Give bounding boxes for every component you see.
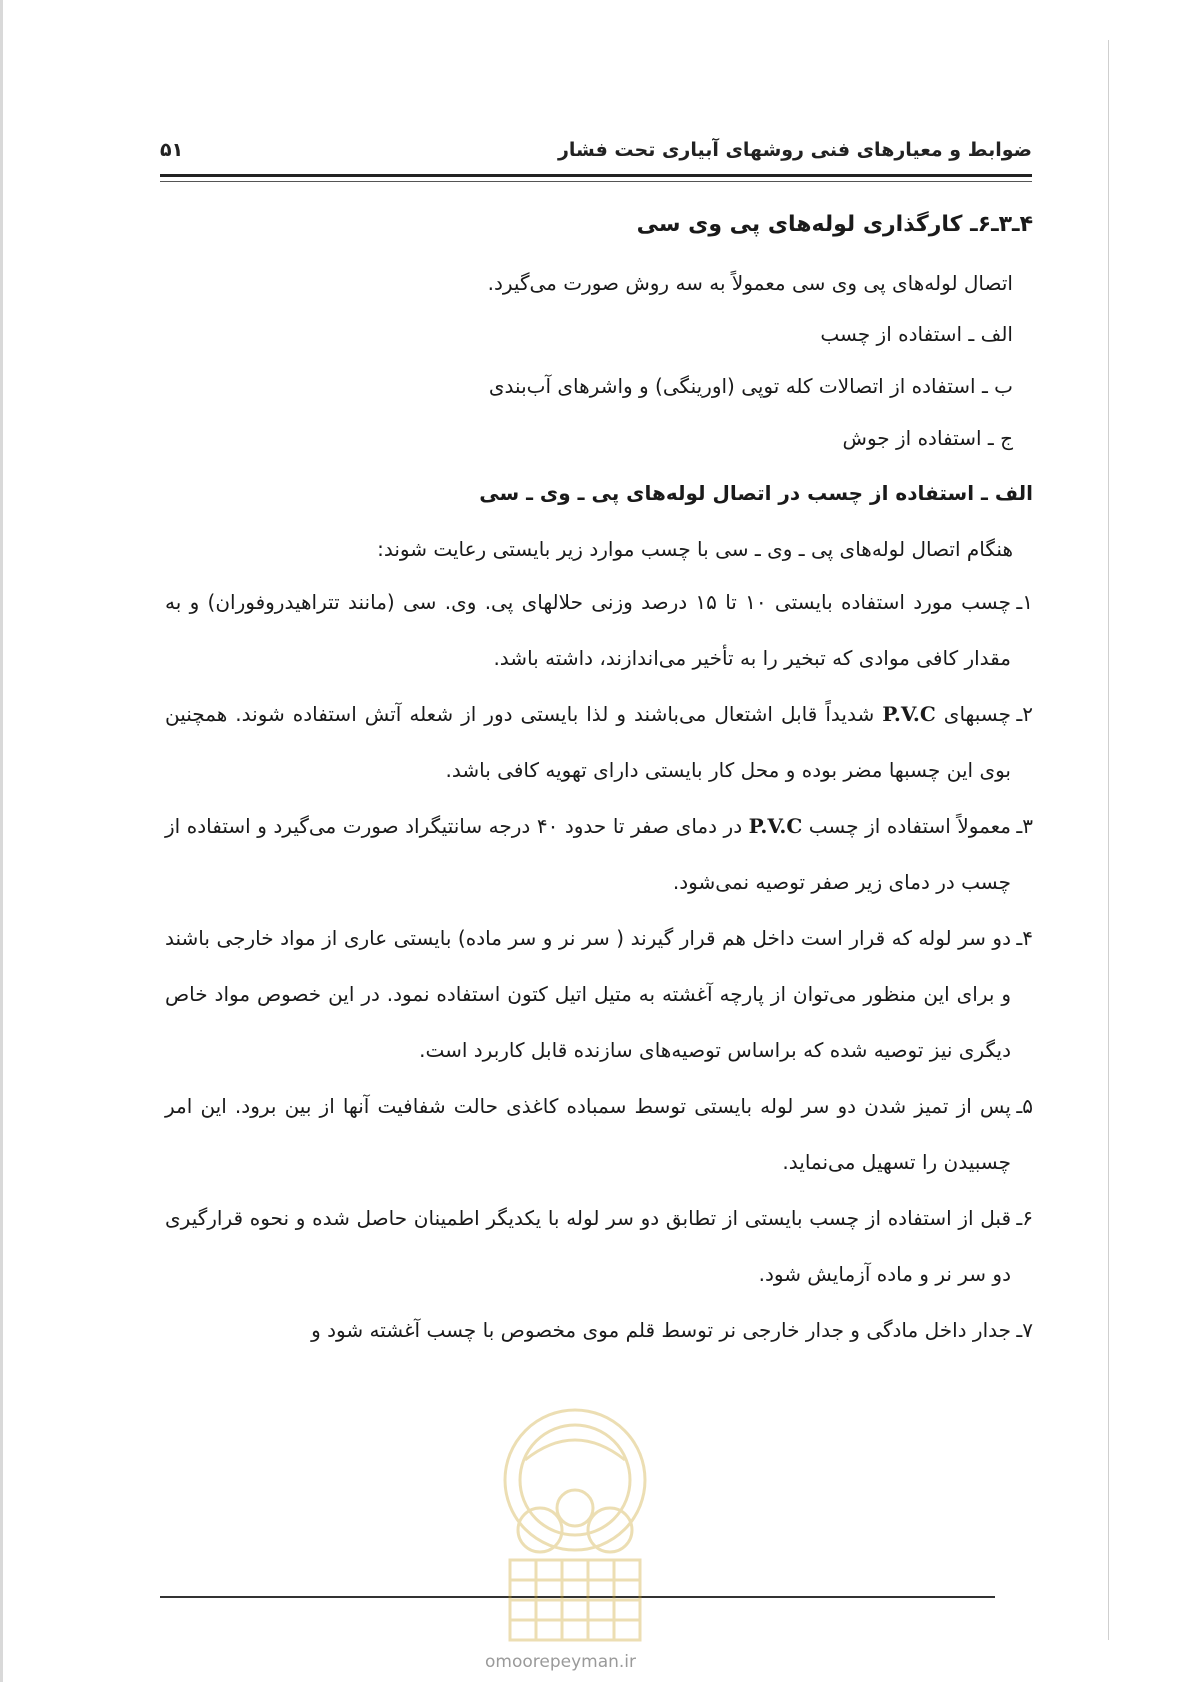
list-text: دو سر لوله که قرار است داخل هم قرار گیرند ( سر نر و سر ماده) بایستی عاری از مواد خارجی باشند و برای این منظور می‌توان از پارچه آغشته به متیل اتیل کتون استفاده نمود. در این خصوص مواد خاص دیگری نیز توصیه شده که براساس توصیه‌های سازنده قابل کاربرد است. <box>165 926 1011 1062</box>
watermark-seal-icon <box>470 1390 680 1650</box>
list-text: چسب مورد استفاده بایستی ۱۰ تا ۱۵ درصد وزنی حلالهای پی. وی. سی (مانند تتراهیدروفوران) و به مقدار کافی موادی که تبخیر را به تأخیر می‌اندازند، داشته باشد. <box>165 590 1011 670</box>
latin-term: P.V.C <box>882 702 936 726</box>
scan-edge <box>0 0 3 1682</box>
list-number: ۱ـ <box>1016 590 1033 614</box>
list-item <box>165 1302 1033 1358</box>
lead-paragraph: هنگام اتصال لوله‌های پی ـ وی ـ سی با چسب موارد زیر بایستی رعایت شوند: <box>377 537 1013 561</box>
list-item <box>165 910 1033 1078</box>
method-option: ج ـ استفاده از جوش <box>842 426 1013 450</box>
list-text: معمولاً استفاده از چسب <box>802 814 1011 838</box>
method-option: الف ـ استفاده از چسب <box>820 322 1013 346</box>
subheading: الف ـ استفاده از چسب در اتصال لوله‌های پی ـ وی ـ سی <box>479 481 1033 505</box>
running-title: ضوابط و معیارهای فنی روشهای آبیاری تحت فشار <box>557 139 1032 161</box>
list-item <box>165 798 1033 910</box>
intro-paragraph: اتصال لوله‌های پی وی سی معمولاً به سه روش صورت می‌گیرد. <box>487 271 1013 295</box>
page-body <box>165 208 1033 1358</box>
list-text: قبل از استفاده از چسب بایستی از تطابق دو سر لوله با یکدیگر اطمینان حاصل شده و نحوه قرارگیری دو سر نر و ماده آزمایش شود. <box>165 1206 1011 1286</box>
list-item <box>165 686 1033 798</box>
list-number: ۷ـ <box>1016 1318 1033 1342</box>
page-header <box>160 132 1032 168</box>
section-title: ۴ـ۳ـ۶ـ کارگذاری لوله‌های پی وی سی <box>636 212 1033 237</box>
list-number: ۲ـ <box>1016 702 1033 726</box>
watermark-url: omoorepeyman.ir <box>485 1652 637 1672</box>
list-text: چسبهای <box>935 702 1011 726</box>
list-text: جدار داخل مادگی و جدار خارجی نر توسط قلم موی مخصوص با چسب آغشته شود و <box>311 1318 1011 1342</box>
list-number: ۴ـ <box>1016 926 1033 950</box>
list-item <box>165 1190 1033 1302</box>
list-number: ۶ـ <box>1016 1206 1033 1230</box>
header-rule-thin <box>160 181 1032 182</box>
list-item <box>165 1078 1033 1190</box>
list-number: ۵ـ <box>1016 1094 1033 1118</box>
list-item <box>165 574 1033 686</box>
list-text: پس از تمیز شدن دو سر لوله بایستی توسط سمباده کاغذی حالت شفافیت آنها از بین برود. این امر چسبیدن را تسهیل می‌نماید. <box>165 1094 1011 1174</box>
latin-term: P.V.C <box>748 814 803 838</box>
page-number: ۵۱ <box>160 139 184 161</box>
scan-edge-line <box>1108 40 1109 1640</box>
list-text: در دمای صفر تا حدود ۴۰ درجه سانتیگراد صورت می‌گیرد و استفاده از چسب در دمای زیر صفر توصیه نمی‌شود. <box>165 814 1011 894</box>
header-rule <box>160 174 1032 177</box>
list-number: ۳ـ <box>1016 814 1033 838</box>
list-text: شدیداً قابل اشتعال می‌باشند و لذا بایستی دور از شعله آتش استفاده شوند. همچنین بوی این چسبها مضر بوده و محل کار بایستی دارای تهویه کافی باشد. <box>165 702 1011 782</box>
method-option: ب ـ استفاده از اتصالات کله توپی (اورینگی) و واشرهای آب‌بندی <box>488 374 1013 398</box>
